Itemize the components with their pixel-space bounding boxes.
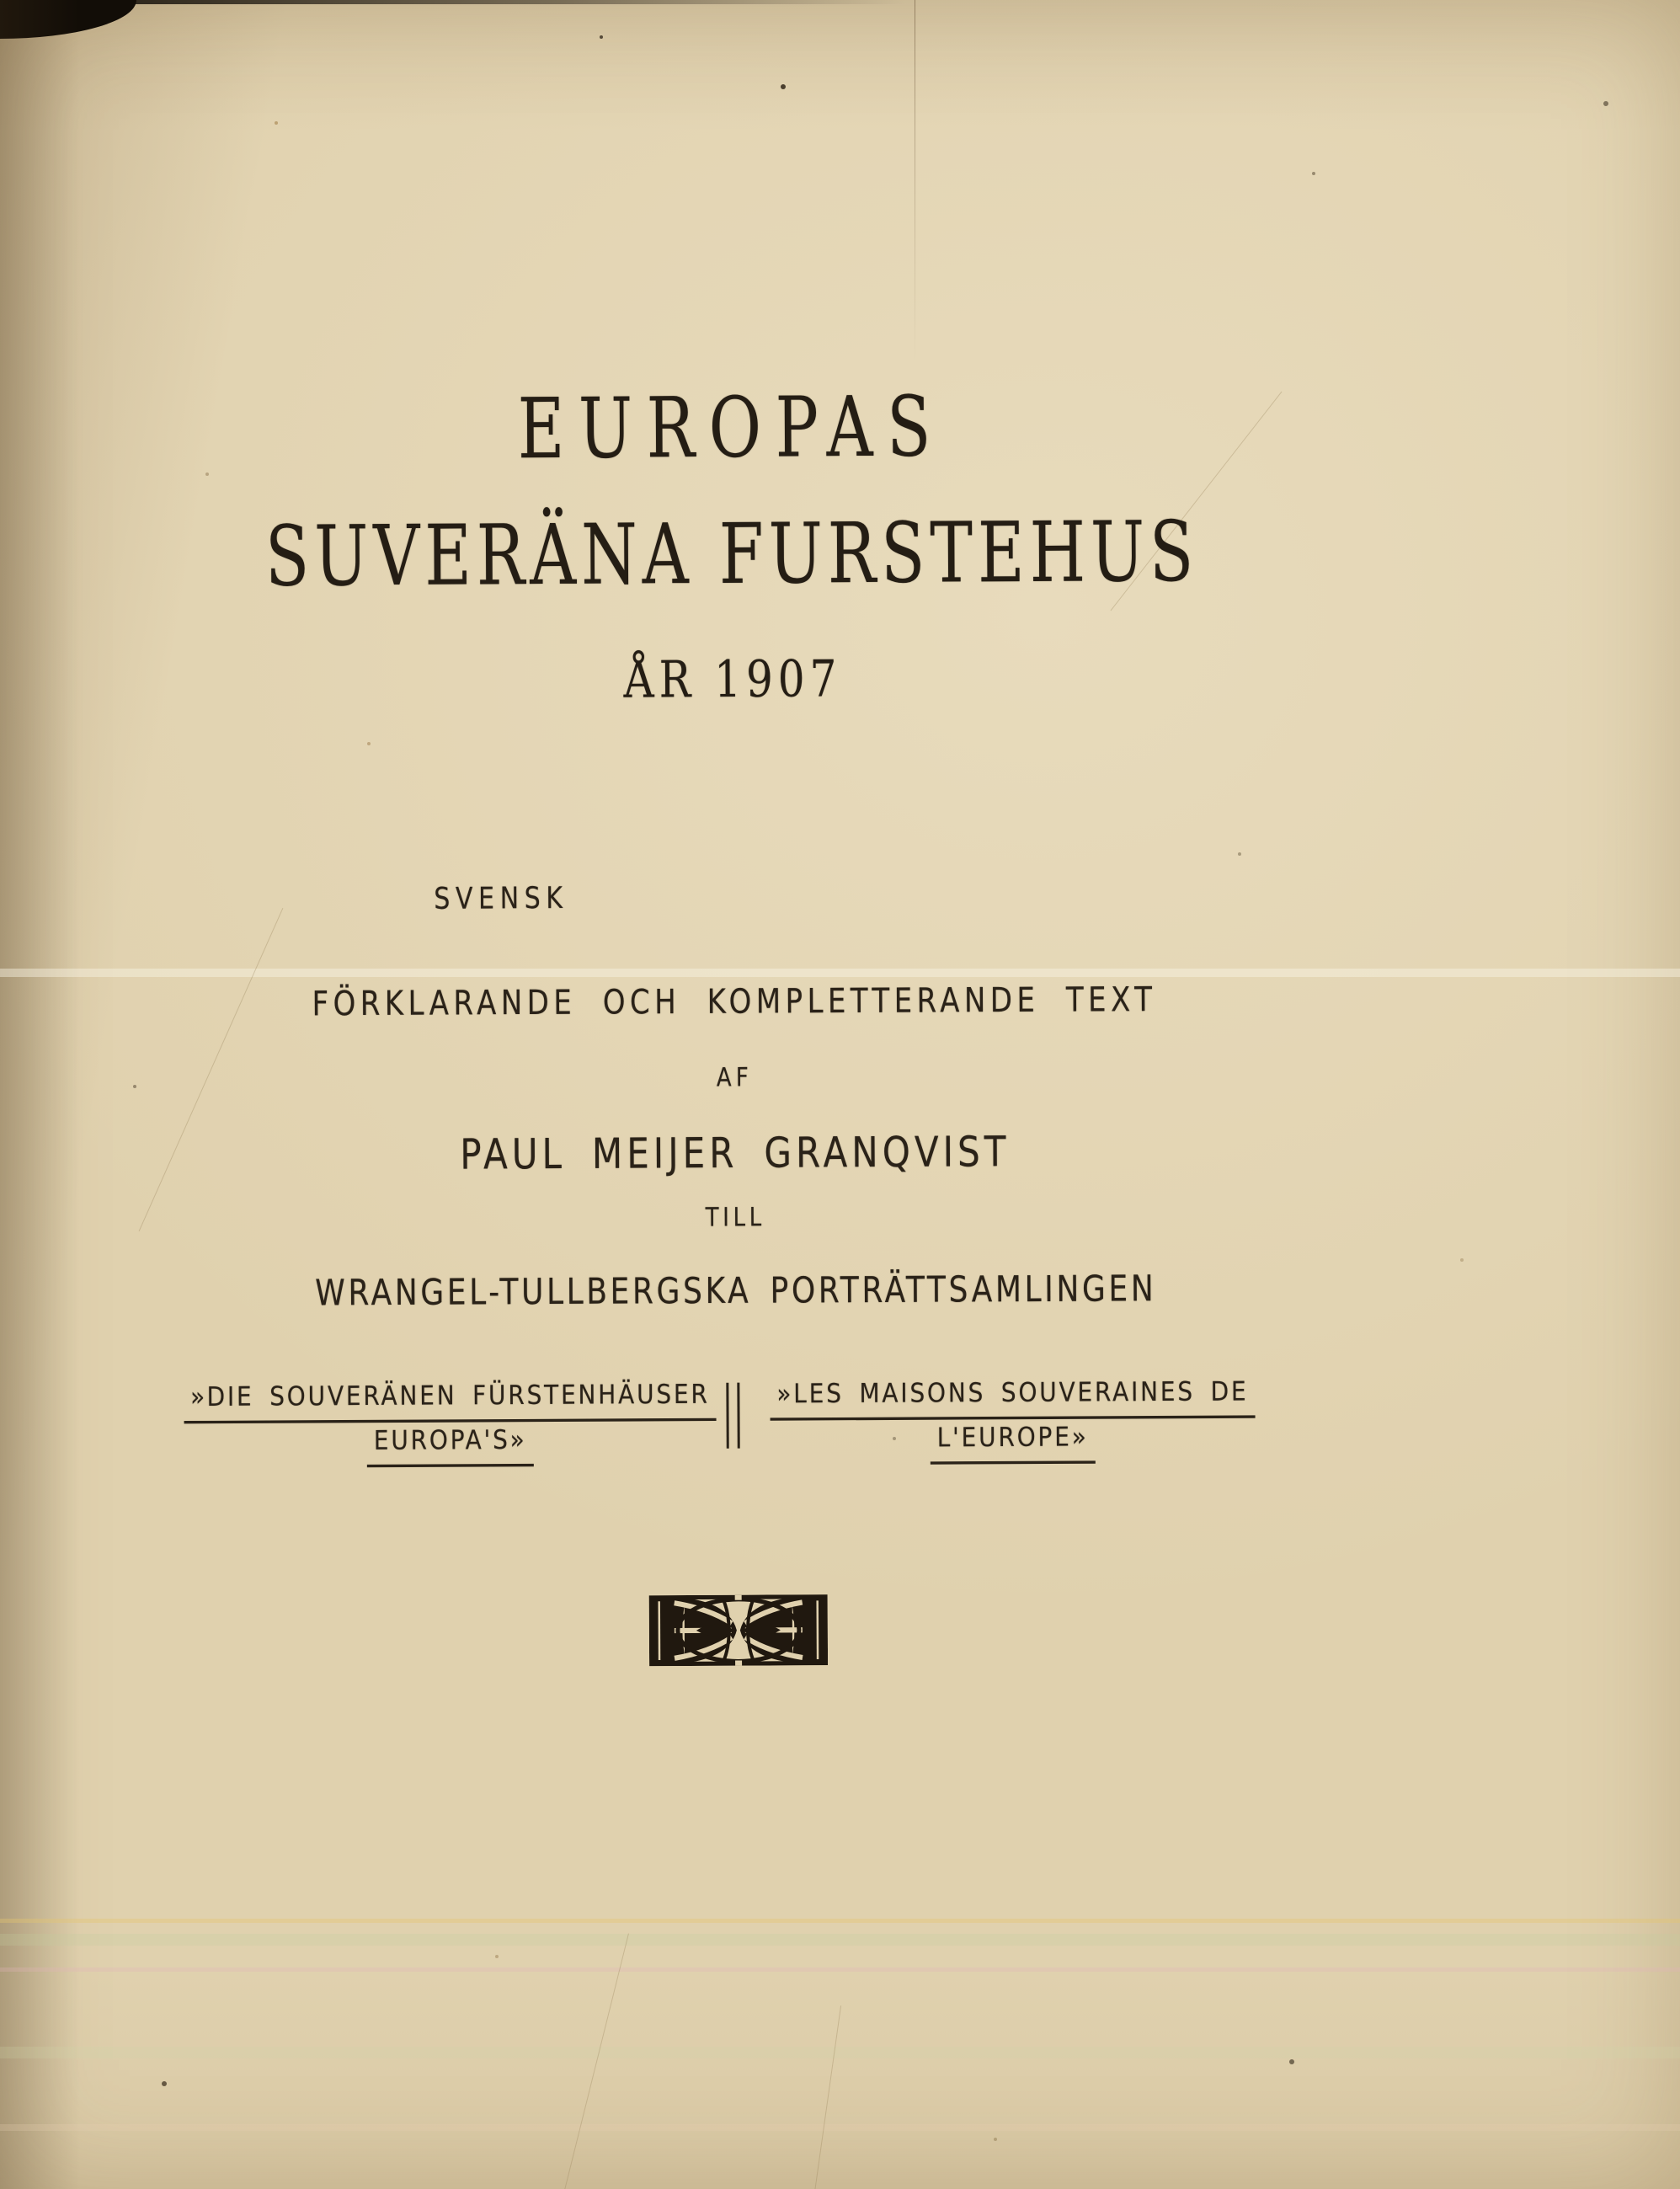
author-name: PAUL MEIJER GRANQVIST bbox=[460, 1127, 1011, 1179]
french-edition-line-2: L'EUROPE» bbox=[931, 1423, 1096, 1466]
german-edition-line-2: EUROPA'S» bbox=[367, 1425, 534, 1468]
art-nouveau-vignette-icon bbox=[649, 1594, 828, 1666]
book-title-line-2: SUVERÄNA FURSTEHUS bbox=[264, 502, 1199, 606]
language-label: SVENSK bbox=[434, 881, 568, 917]
to-label: TILL bbox=[705, 1203, 766, 1233]
french-edition-line-1: »LES MAISONS SOUVERAINES DE bbox=[770, 1376, 1255, 1421]
german-edition-line-1: »DIE SOUVERÄNEN FÜRSTENHÄUSER bbox=[184, 1380, 717, 1424]
collection-title: WRANGEL-TULLBERGSKA PORTRÄTTSAMLINGEN bbox=[315, 1268, 1157, 1315]
subtitle-line: FÖRKLARANDE OCH KOMPLETTERANDE TEXT bbox=[312, 980, 1157, 1024]
book-title-year: ÅR 1907 bbox=[623, 649, 842, 710]
byline-preposition: AF bbox=[716, 1063, 754, 1093]
foxing-specks bbox=[0, 0, 3, 3]
french-edition-title bbox=[707, 1375, 1318, 1461]
book-title-line-1: EUROPAS bbox=[517, 377, 946, 478]
german-edition-title bbox=[145, 1379, 755, 1465]
